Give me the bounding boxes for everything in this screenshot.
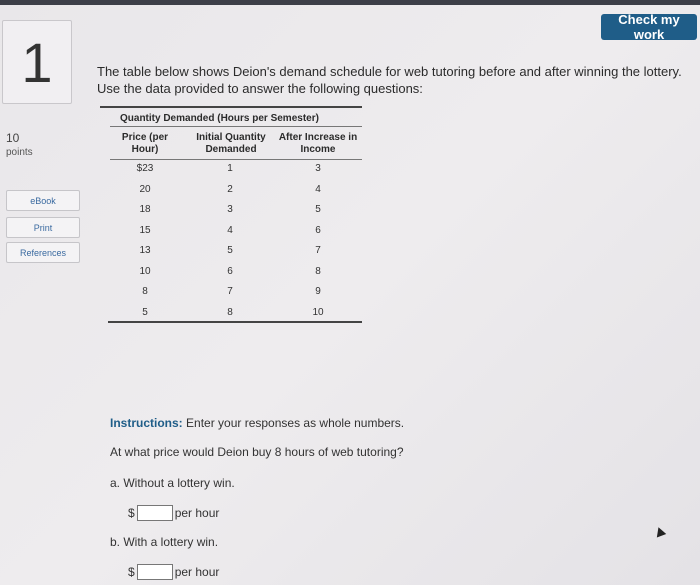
table-cell: 4 bbox=[315, 183, 321, 195]
table-cell: 5 bbox=[227, 245, 233, 256]
answer-b-prefix: $ bbox=[128, 565, 135, 579]
table-cell: 4 bbox=[227, 224, 233, 236]
table-cell: 6 bbox=[315, 224, 321, 236]
table-top-rule bbox=[100, 106, 362, 108]
table-cell: 7 bbox=[227, 286, 233, 297]
instructions-text: Enter your responses as whole numbers. bbox=[186, 416, 405, 430]
table-cell: 1 bbox=[227, 163, 233, 174]
answer-a-suffix: per hour bbox=[174, 506, 220, 520]
references-button[interactable]: References bbox=[6, 242, 80, 263]
answer-b-input[interactable] bbox=[137, 564, 173, 580]
sub-question: At what price would Deion buy 8 hours of web tutoring? bbox=[110, 445, 404, 459]
answer-a-prefix: $ bbox=[128, 506, 135, 520]
table-cell: 20 bbox=[139, 183, 151, 195]
table-cell: 13 bbox=[139, 245, 151, 256]
question-number: 1 bbox=[2, 20, 72, 104]
table-cell: 7 bbox=[315, 245, 321, 256]
table-cell: $23 bbox=[136, 163, 154, 174]
header-after-increase: After Increase in Income bbox=[278, 132, 358, 155]
instructions bbox=[110, 416, 404, 430]
mouse-cursor-icon bbox=[654, 526, 666, 538]
instructions-label: Instructions: bbox=[110, 416, 183, 430]
table-cell: 8 bbox=[227, 306, 233, 318]
table-cell: 2 bbox=[227, 183, 233, 195]
table-cell: 10 bbox=[312, 306, 324, 318]
table-header-rule bbox=[110, 159, 362, 160]
top-bar bbox=[0, 0, 700, 5]
answer-b-label: b. With a lottery win. bbox=[110, 535, 219, 549]
table-cell: 9 bbox=[315, 286, 321, 297]
points-label: points bbox=[6, 147, 33, 158]
answer-a-row bbox=[128, 505, 219, 521]
ebook-button[interactable]: eBook bbox=[6, 190, 80, 211]
header-initial-quantity: Initial Quantity Demanded bbox=[196, 132, 266, 155]
answer-b-row bbox=[128, 564, 219, 580]
table-cell: 5 bbox=[142, 306, 148, 318]
table-caption: Quantity Demanded (Hours per Semester) bbox=[120, 113, 319, 124]
check-my-work-button[interactable]: Check my work bbox=[601, 14, 697, 40]
answer-a-input[interactable] bbox=[137, 505, 173, 521]
table-cell: 18 bbox=[139, 204, 151, 215]
header-price: Price (per Hour) bbox=[121, 132, 169, 155]
table-cell: 6 bbox=[227, 265, 233, 277]
points-value: 10 bbox=[6, 131, 20, 145]
table-cell: 8 bbox=[142, 286, 148, 297]
table-cell: 15 bbox=[139, 224, 151, 236]
table-cell: 5 bbox=[315, 204, 321, 215]
table-bottom-rule bbox=[108, 321, 362, 323]
table-cell: 10 bbox=[139, 265, 151, 277]
table-cell: 3 bbox=[315, 163, 321, 174]
answer-a-label: a. Without a lottery win. bbox=[110, 476, 235, 490]
table-cell: 8 bbox=[315, 265, 321, 277]
print-button[interactable]: Print bbox=[6, 217, 80, 238]
answer-b-suffix: per hour bbox=[174, 565, 220, 579]
table-caption-rule bbox=[110, 126, 362, 127]
table-cell: 3 bbox=[227, 204, 233, 215]
question-prompt: The table below shows Deion's demand schedule for web tutoring before and after winning the lottery. Use the data provided to answer the following questions: bbox=[97, 64, 682, 96]
